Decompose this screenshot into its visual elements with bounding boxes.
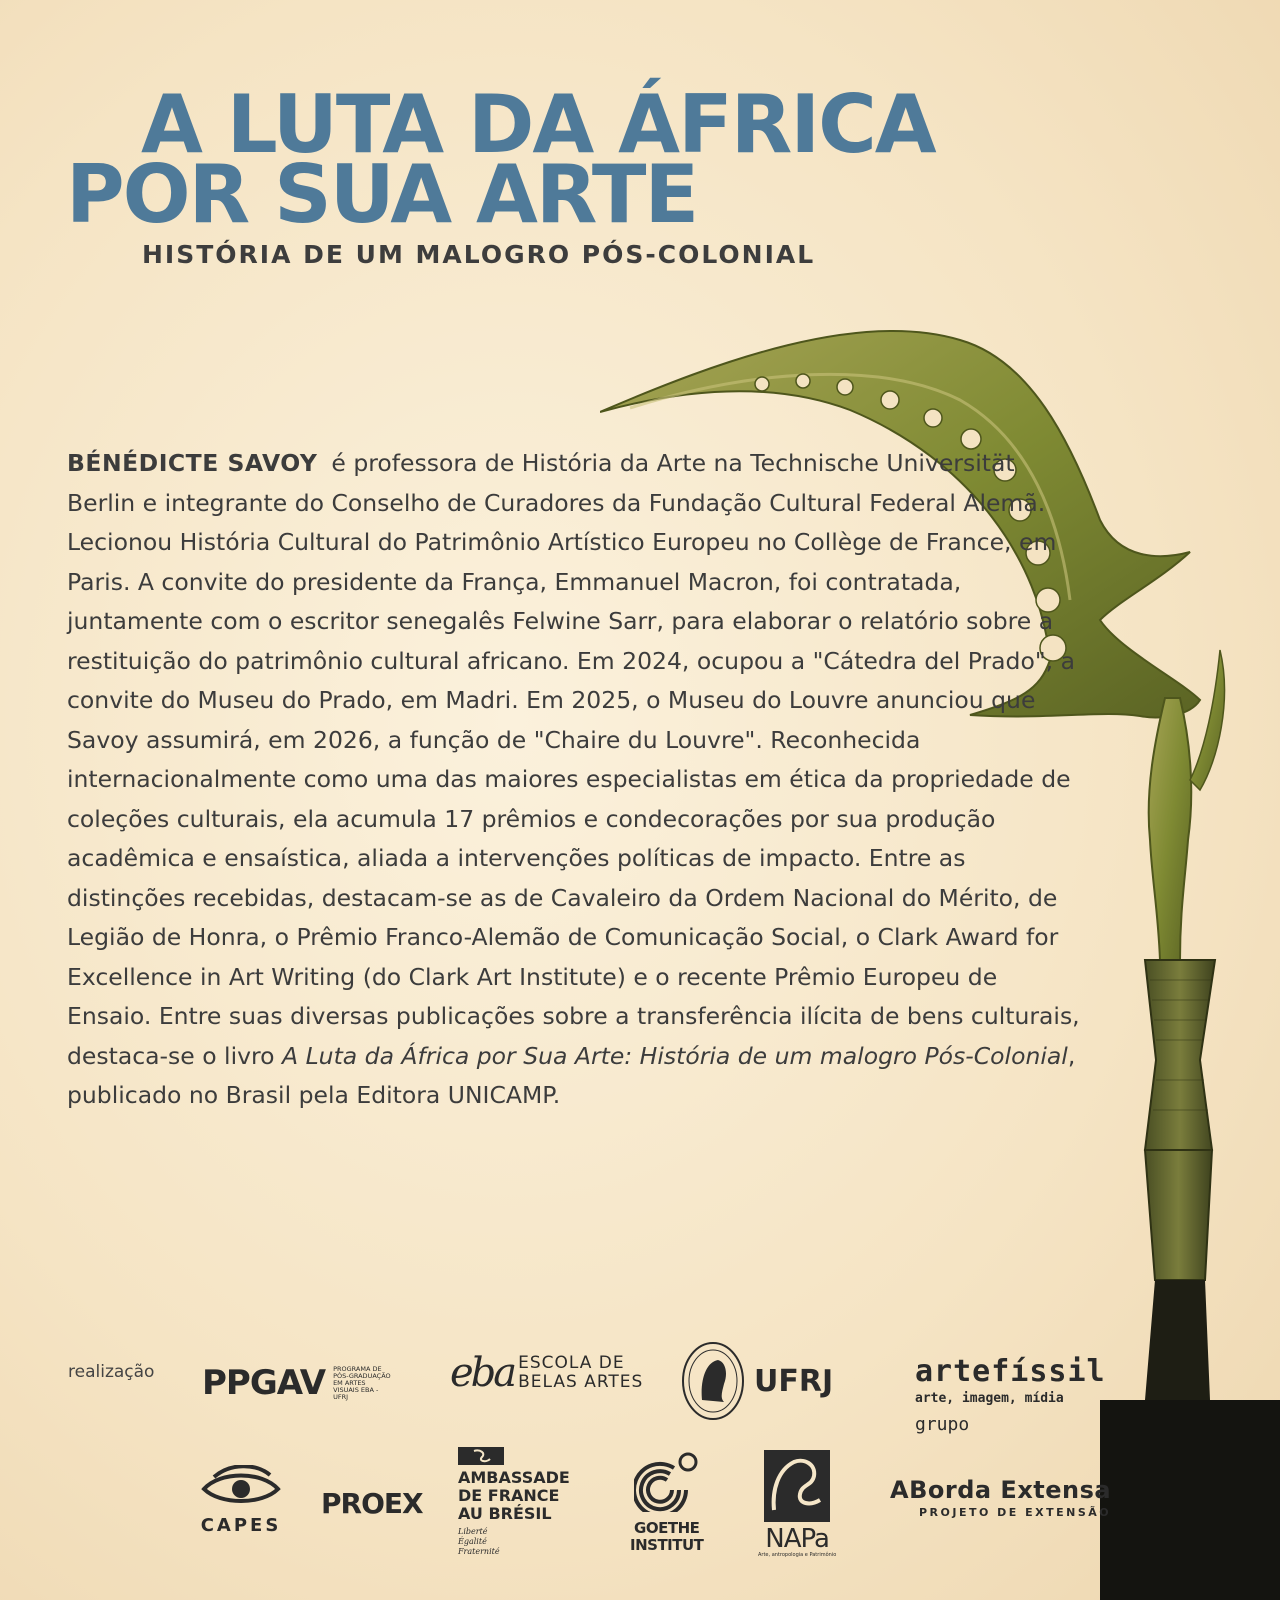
goethe-logo (630, 1450, 703, 1554)
ppgav-detail: PROGRAMA DE PÓS-GRADUAÇÃO EM ARTES VISUAIS EBA - UFRJ (333, 1364, 391, 1401)
book-title: A Luta da África por Sua Arte: História de um malogro Pós-Colonial (282, 1041, 1068, 1070)
ambassade-line-1: AMBASSADE (458, 1468, 570, 1487)
french-flag-icon (458, 1447, 504, 1465)
ufrj-seal-icon (680, 1340, 746, 1422)
ambassade-motto-1: Liberté (458, 1527, 488, 1536)
ambassade-motto-2: Égalité (458, 1537, 487, 1546)
eba-line-1: ESCOLA DE (518, 1353, 625, 1373)
ambassade-motto-3: Fraternité (458, 1547, 500, 1556)
bio-text-end: , publicado no Brasil pela Editora UNICAMP. (67, 1041, 1076, 1109)
goethe-line-2: INSTITUT (630, 1536, 704, 1554)
napa-detail: Arte, antropologia e Patrimônio (758, 1552, 837, 1558)
napa-name: NAPa (765, 1524, 829, 1554)
goethe-line-1: GOETHE (634, 1519, 700, 1537)
aborda-logo (890, 1476, 1111, 1519)
title-line-1: A LUTA DA ÁFRICA (141, 78, 935, 171)
bio-paragraph (67, 444, 1087, 1116)
napa-logo (758, 1450, 836, 1558)
proex-logo: PROEX (321, 1487, 423, 1520)
artefissil-tagline: arte, imagem, mídia (915, 1391, 1064, 1406)
capes-name: CAPES (200, 1515, 282, 1536)
goethe-spiral-icon (634, 1450, 700, 1512)
aborda-name: ABorda Extensa (890, 1476, 1112, 1504)
ambassade-logo (458, 1447, 570, 1557)
author-name: BÉNÉDICTE SAVOY (67, 449, 318, 477)
subtitle: HISTÓRIA DE UM MALOGRO PÓS-COLONIAL (142, 240, 816, 269)
ufrj-name: UFRJ (754, 1363, 834, 1399)
ppgav-name: PPGAV (202, 1363, 326, 1403)
eba-logo (450, 1350, 643, 1396)
title-block (66, 78, 935, 241)
ambassade-line-2: DE FRANCE (458, 1486, 560, 1505)
title-line-2: POR SUA ARTE (66, 148, 698, 241)
ufrj-logo (680, 1340, 833, 1422)
ambassade-line-3: AU BRÉSIL (458, 1504, 552, 1523)
aborda-tagline: PROJETO DE EXTENSÃO (918, 1506, 1112, 1519)
eba-mark: eba (450, 1350, 515, 1396)
ppgav-logo (202, 1363, 393, 1403)
artefissil-group: grupo (915, 1414, 970, 1435)
capes-logo (200, 1465, 282, 1536)
artefissil-logo (915, 1354, 1106, 1435)
capes-eye-icon (200, 1465, 282, 1509)
artefissil-name: artefíssil (915, 1354, 1106, 1389)
bio-text: é professora de História da Arte na Technische Universität Berlin e integrante do Conselho de Curadores da Fundação Cultural Federal Alemã. Lecionou História Cultural do Patrimônio Artístico Europeu no Collège de France, em Paris. A convite do presidente da França, Emmanuel Macron, foi contratada, juntamente com o escritor senegalês Felwine Sarr, para elaborar o relatório sobre a restituição do patrimônio cultural africano. Em 2024, ocupou a "Cátedra del Prado", a convite do Museu do Prado, em Madri. Em 2025, o Museu do Louvre anunciou que Savoy assumirá, em 2026, a função de "Chaire du Louvre". Reconhecida internacionalmente como uma das maiores especialistas em ética da propriedade de coleções culturais, ela acumula 17 prêmios e condecorações por sua produção acadêmica e ensaística, aliada a intervenções políticas de impacto. Entre as distinções recebidas, destacam-se as de Cavaleiro da Ordem Nacional do Mérito, de Legião de Honra, o Prêmio Franco-Alemão de Comunicação Social, o Clark Award for Excellence in Art Writing (do Clark Art Institute) e o recente Prêmio Europeu de Ensaio. Entre suas diversas publicações sobre a transferência ilícita de bens culturais, destaca-se o livro (67, 449, 1080, 1070)
napa-emblem-icon (764, 1450, 830, 1522)
logos-label: realização (68, 1362, 155, 1382)
eba-line-2: BELAS ARTES (518, 1372, 644, 1392)
